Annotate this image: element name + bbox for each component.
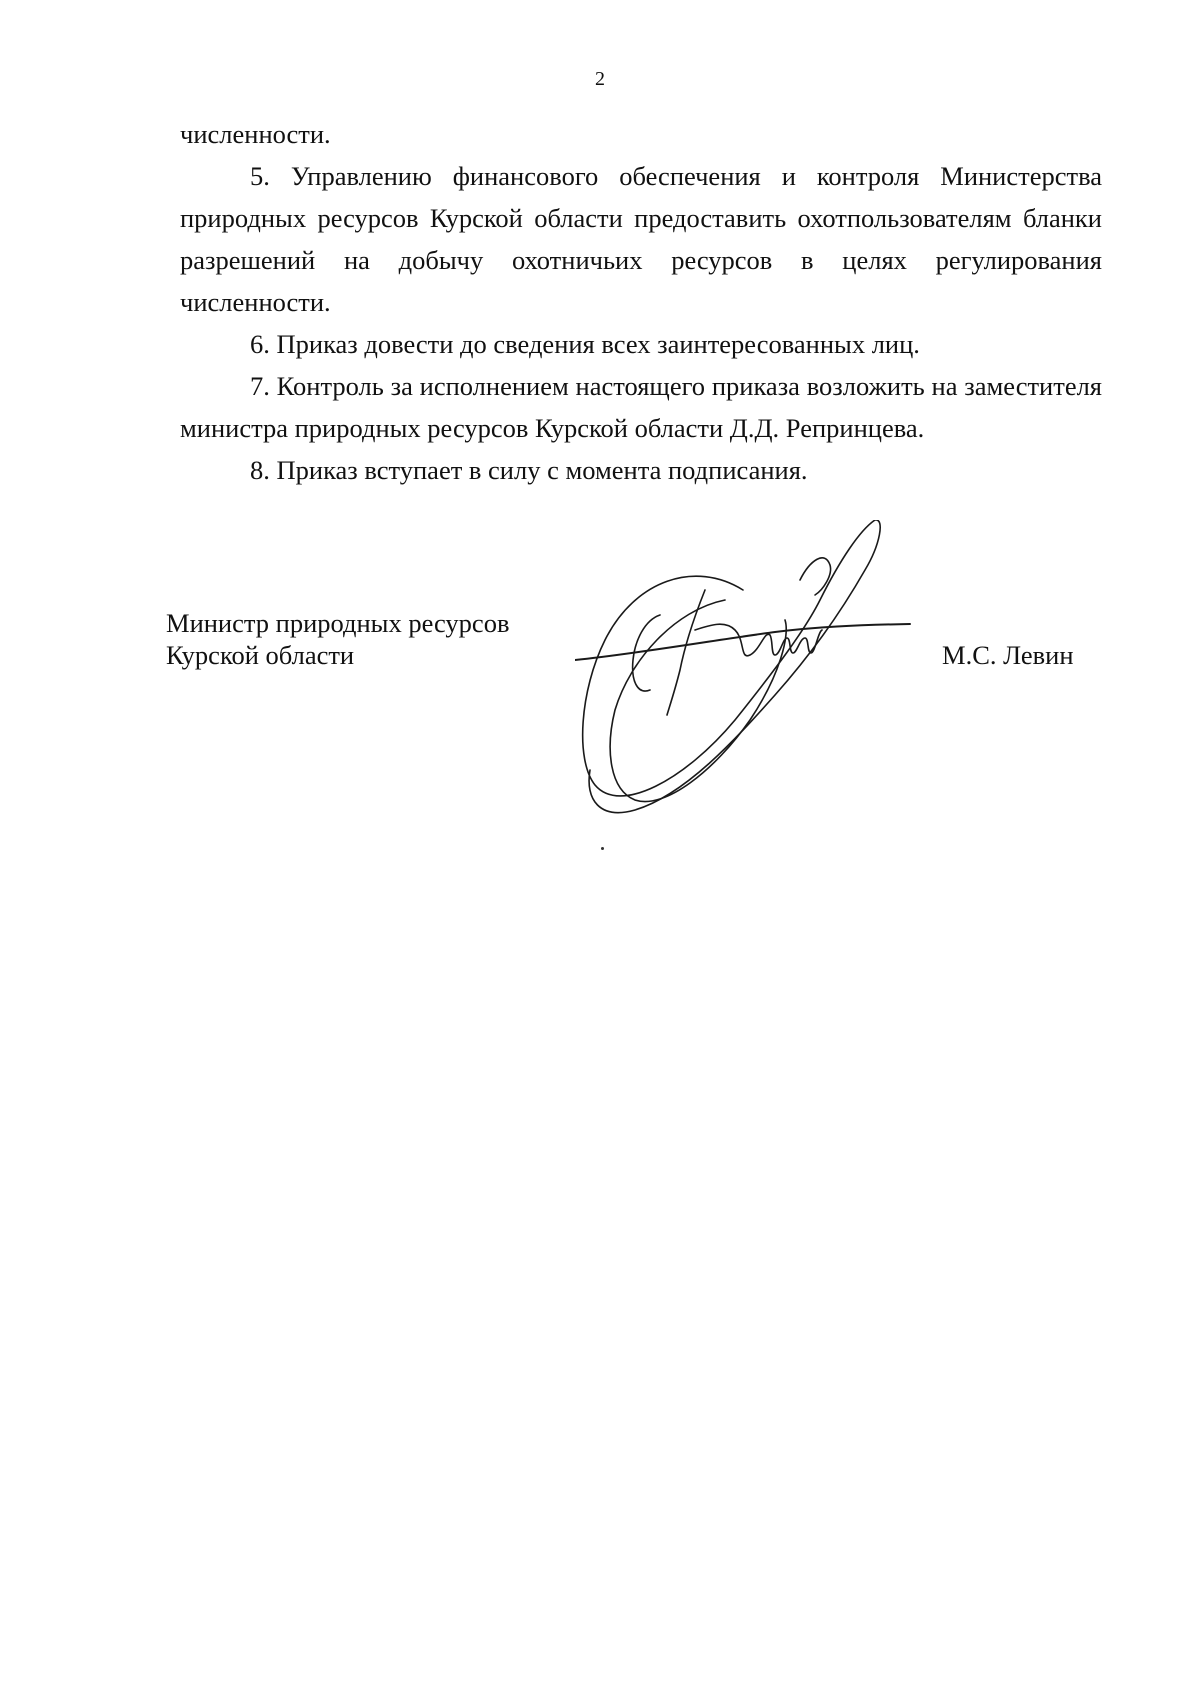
- paragraph-item-6: 6. Приказ довести до сведения всех заинтересованных лиц.: [250, 329, 920, 359]
- handwritten-signature: [575, 520, 915, 830]
- paragraph-continuation: численности.: [180, 119, 331, 149]
- signatory-position-line-2: Курской области: [166, 640, 355, 670]
- signatory-position-line-1: Министр природных ресурсов: [166, 608, 510, 638]
- signatory-position: [166, 607, 509, 671]
- paragraph-item-5: 5. Управлению финансового обеспечения и контроля Министерства природных ресурсов Курской области предоставить охотпользователям бланки разрешений на добычу охотничьих ресурсов в целях регулирования численности.: [180, 161, 1102, 317]
- page-number: 2: [595, 68, 605, 90]
- paragraph-item-8: 8. Приказ вступает в силу с момента подписания.: [250, 455, 808, 485]
- paragraph-item-7: 7. Контроль за исполнением настоящего приказа возложить на заместителя министра природных ресурсов Курской области Д.Д. Репринцева.: [180, 371, 1102, 443]
- scan-speck: [601, 847, 604, 850]
- signatory-name: М.С. Левин: [942, 640, 1074, 670]
- order-body-text: [180, 113, 1102, 491]
